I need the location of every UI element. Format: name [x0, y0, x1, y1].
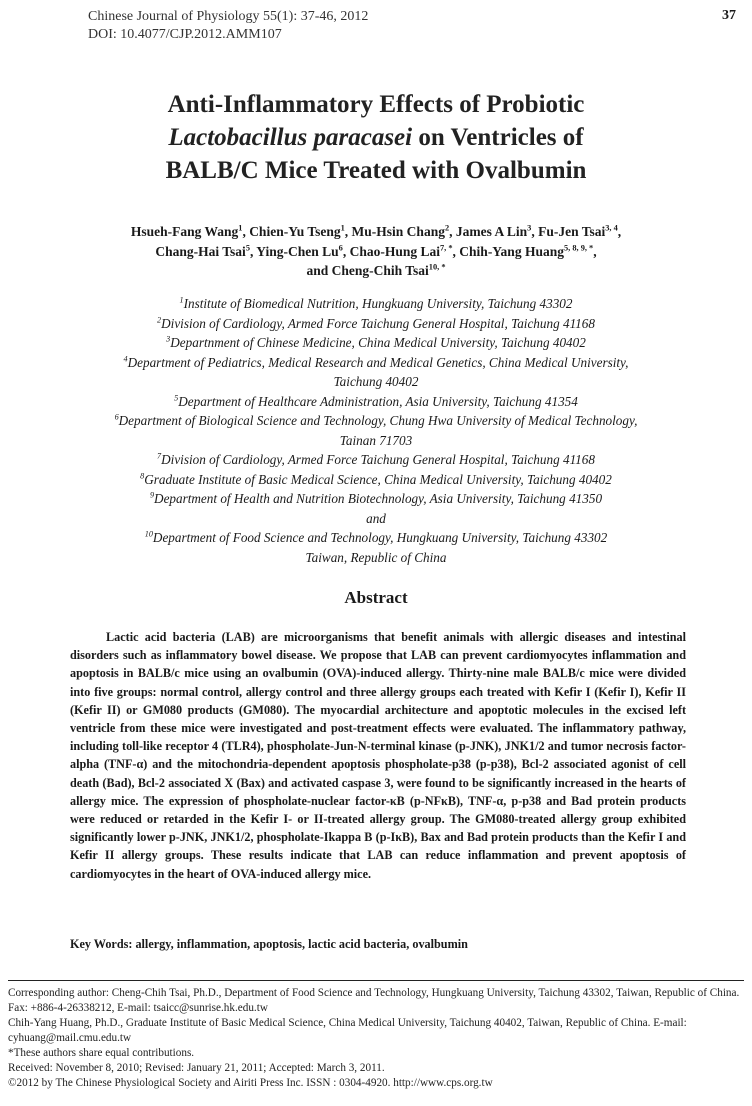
corresponding-author-note: Corresponding author: Cheng-Chih Tsai, Ph.D., Department of Food Science and Technology, Hungkuang University, Taichung 43302, Taiwan, Republic of China. Fax: +886-4-26338212, E-mail: tsaicc@sunrise.hk.edu.tw	[8, 987, 740, 1014]
author-affil-ref: 3, 4	[605, 223, 618, 233]
paper-title	[0, 88, 752, 187]
author-list	[0, 222, 752, 281]
affil-number: 5	[174, 393, 179, 403]
affiliation-continuation: Taichung 40402	[333, 374, 419, 389]
affil-number: 8	[140, 471, 145, 481]
author-affil-ref: 10, *	[428, 262, 446, 272]
author-name: Chao-Hung Lai	[349, 243, 440, 259]
dates-note: Received: November 8, 2010; Revised: January 21, 2011; Accepted: March 3, 2011.	[8, 1062, 385, 1074]
footnotes	[8, 986, 748, 1091]
affil-number: 3	[166, 334, 171, 344]
author-name: Chien-Yu Tseng	[249, 224, 341, 239]
affiliation-continuation: Tainan 71703	[339, 432, 413, 448]
author-sep: ,	[593, 243, 597, 259]
affiliation-item	[0, 411, 752, 431]
affil-number: 7	[157, 451, 162, 461]
affil-number: 10	[144, 529, 153, 539]
author-sep: ,	[617, 224, 622, 239]
author-sep: ,	[531, 224, 539, 239]
author-sep: ,	[342, 243, 350, 259]
title-line-1: Anti-Inflammatory Effects of Probiotic	[167, 91, 585, 118]
abstract-body: Lactic acid bacteria (LAB) are microorganisms that benefit animals with allergic diseases and intestinal disorders such as inflammatory bowel disease. We propose that LAB can prevent cardiomyocytes inflammation and apoptosis in BALB/c mice using an ovalbumin (OVA)-induced allergy. Thirty-nine male BALB/c mice were divided into five groups: normal control, allergy control and three allergy groups each treated with Kefir I (Kefir I), Kefir II (Kefir II) or GM080 products (GM080). The myocardial architecture and apoptotic molecules in the excised left ventricle from these mice were investigated and post-treatment effects were evaluated. The inflammatory pathway, including toll-like receptor 4 (TLR4), phospholate-Jun-N-terminal kinase (p-JNK), JNK1/2 and tumor necrosis factor-alpha (TNF-α) and the mitochondria-dependent apoptosis phospholate-p38 (p-p38), Bcl-2 associated agonist of cell death (Bad), Bcl-2 associated X (Bax) and activated caspase 3, were found to be significantly increased in the hearts of allergy mice. The expression of phospholate-nuclear factor-κB (p-NFκB), TNF-α, p-p38 and Bad protein products were reduced or retarded in the Kefir I- or II-treated allergy group. The GM080-treated allergy group exhibited significantly lower p-JNK, JNK1/2, phospholate-Ikappa B (p-IκB), Bax and Bad protein products than the Kefir I and Kefir II allergy groups. These results indicate that LAB can reduce inflammation and prevent apoptosis of cardiomyocytes in the heart of OVA-induced allergy mice.	[70, 630, 686, 881]
affil-text: Department of Food Science and Technology, Hungkuang University, Taichung 43302	[152, 530, 608, 545]
author-affil-ref: 1	[340, 223, 345, 233]
affil-text: Department of Biological Science and Technology, Chung Hwa University of Medical Technology,	[118, 413, 638, 428]
author-name: and Cheng-Chih Tsai	[306, 263, 429, 278]
author-name: Hsueh-Fang Wang	[130, 224, 239, 239]
author-affil-ref: 3	[527, 223, 532, 233]
affil-number: 1	[179, 295, 184, 305]
title-line-2-rest: on Ventricles of	[412, 124, 584, 151]
journal-header	[88, 8, 368, 44]
affiliation-item	[0, 294, 752, 314]
author-affil-ref: 6	[338, 243, 343, 252]
affil-text: Department of Pediatrics, Medical Research and Medical Genetics, China Medical University,	[127, 354, 629, 370]
author-sep: ,	[250, 243, 257, 259]
title-line-3: BALB/C Mice Treated with Ovalbumin	[165, 157, 587, 184]
author-sep: ,	[344, 224, 352, 239]
second-author-note: Chih-Yang Huang, Ph.D., Graduate Institute of Basic Medical Science, China Medical University, Taichung 40402, Taiwan, Republic of China. E-mail: cyhuang@mail.cmu.edu.tw	[8, 1017, 687, 1044]
author-line-3	[0, 261, 752, 281]
keywords: Key Words: allergy, inflammation, apoptosis, lactic acid bacteria, ovalbumin	[70, 937, 468, 951]
author-sep: ,	[449, 224, 456, 239]
affiliation-item	[0, 450, 752, 470]
author-affil-ref: 2	[444, 223, 450, 233]
affiliation-item	[0, 353, 752, 373]
author-line-1	[0, 222, 752, 242]
author-affil-ref: 1	[238, 223, 243, 233]
title-line-2	[0, 121, 752, 154]
author-sep: ,	[242, 224, 250, 239]
affiliation-list	[0, 294, 752, 567]
author-affil-ref: 7, *	[440, 243, 453, 252]
journal-citation: Chinese Journal of Physiology 55(1): 37-46, 2012	[88, 9, 369, 24]
affil-text: Graduate Institute of Basic Medical Science, China Medical University, Taichung 40402	[144, 471, 612, 487]
affiliation-item	[0, 392, 752, 412]
affiliation-item	[0, 314, 752, 334]
affil-text: Department of Health and Nutrition Biotechnology, Asia University, Taichung 41350	[154, 491, 603, 506]
affiliation-item	[0, 489, 752, 509]
affil-text: Division of Cardiology, Armed Force Taichung General Hospital, Taichung 41168	[161, 315, 595, 331]
author-name: James A Lin	[455, 224, 528, 239]
affiliation-item	[0, 333, 752, 353]
affil-number: 9	[149, 490, 155, 500]
footnote-divider	[8, 980, 744, 981]
affiliation-and: and	[366, 510, 386, 526]
species-name: Lactobacillus paracasei	[168, 124, 413, 151]
equal-contribution-note: *These authors share equal contributions.	[8, 1047, 195, 1059]
author-name: Fu-Jen Tsai	[538, 224, 606, 239]
affiliation-country: Taiwan, Republic of China	[305, 549, 447, 565]
author-name: Chang-Hai Tsai	[155, 243, 246, 259]
abstract-heading: Abstract	[344, 588, 408, 607]
affil-number: 4	[123, 354, 128, 364]
copyright-note: ©2012 by The Chinese Physiological Society and Airiti Press Inc. ISSN : 0304-4920. http://www.cps.org.tw	[8, 1077, 493, 1089]
author-affil-ref: 5, 8, 9, *	[563, 243, 594, 252]
author-line-2	[0, 242, 752, 262]
author-name: Mu-Hsin Chang	[351, 224, 445, 239]
affil-number: 6	[114, 412, 119, 422]
doi-line: DOI: 10.4077/CJP.2012.AMM107	[88, 27, 282, 42]
page-number: 37	[722, 8, 736, 23]
author-name: Chih-Yang Huang	[459, 243, 564, 259]
affiliation-item	[0, 470, 752, 490]
affil-text: Department of Healthcare Administration, Asia University, Taichung 41354	[178, 393, 578, 409]
affil-number: 2	[157, 315, 162, 325]
affiliation-item	[0, 528, 752, 548]
author-name: Ying-Chen Lu	[256, 243, 339, 259]
affil-text: Division of Cardiology, Armed Force Taichung General Hospital, Taichung 41168	[161, 452, 595, 467]
affil-text: Institute of Biomedical Nutrition, Hungkuang University, Taichung 43302	[183, 296, 573, 311]
author-affil-ref: 5	[245, 243, 250, 252]
author-sep: ,	[452, 243, 460, 259]
affil-text: Departnment of Chinese Medicine, China Medical University, Taichung 40402	[170, 335, 586, 350]
